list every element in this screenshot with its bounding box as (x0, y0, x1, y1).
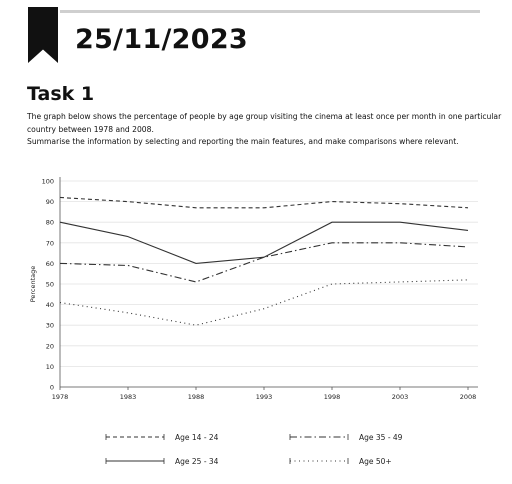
legend-label: Age 50+ (359, 457, 392, 466)
data-point (127, 312, 128, 313)
description-paragraph-2: Summarise the information by selecting and reporting the main features, and make comparisons where relevant. (27, 137, 459, 147)
data-point (331, 283, 332, 284)
data-point (263, 257, 264, 258)
y-tick-label: 60 (45, 259, 54, 268)
data-point (263, 308, 264, 309)
y-tick-label: 50 (45, 280, 54, 289)
data-point (399, 222, 400, 223)
y-tick-label: 20 (45, 342, 54, 351)
x-tick-label: 1993 (255, 393, 273, 401)
data-point (331, 222, 332, 223)
page-date: 25/11/2023 (75, 24, 249, 55)
x-tick-label: 2008 (459, 393, 477, 401)
x-tick-label: 1978 (51, 393, 69, 401)
task-title: Task 1 (27, 83, 95, 105)
data-point (127, 265, 128, 266)
y-tick-label: 70 (45, 239, 54, 248)
y-tick-label: 0 (49, 383, 54, 392)
x-tick-label: 1998 (323, 393, 341, 401)
data-point (195, 263, 196, 264)
data-point (59, 263, 60, 264)
x-tick-label: 2003 (391, 393, 409, 401)
series-line-1 (60, 197, 468, 207)
y-tick-label: 80 (45, 218, 54, 227)
x-tick-label: 1988 (187, 393, 205, 401)
data-point (467, 279, 468, 280)
data-point (127, 201, 128, 202)
data-point (331, 201, 332, 202)
y-tick-label: 100 (41, 177, 54, 186)
data-point (467, 207, 468, 208)
data-point (59, 197, 60, 198)
data-point (467, 230, 468, 231)
data-point (195, 207, 196, 208)
y-tick-label: 90 (45, 198, 54, 207)
x-tick-label: 1983 (119, 393, 137, 401)
data-point (195, 281, 196, 282)
data-point (59, 222, 60, 223)
data-point (59, 302, 60, 303)
data-point (263, 207, 264, 208)
data-point (467, 246, 468, 247)
data-point (399, 281, 400, 282)
data-point (399, 242, 400, 243)
series-line-4 (60, 280, 468, 325)
series-line-3 (60, 243, 468, 282)
legend-label: Age 14 - 24 (175, 433, 219, 442)
data-point (195, 325, 196, 326)
legend-label: Age 35 - 49 (359, 433, 403, 442)
data-point (399, 203, 400, 204)
legend-label: Age 25 - 34 (175, 457, 219, 466)
y-tick-label: 40 (45, 301, 54, 310)
description-paragraph-1: The graph below shows the percentage of people by age group visiting the cinema at least once per month in one particular country between 1978 and 2008. (27, 112, 502, 134)
data-point (331, 242, 332, 243)
y-tick-label: 30 (45, 321, 54, 330)
data-point (127, 236, 128, 237)
y-tick-label: 10 (45, 362, 54, 371)
y-axis-label: Percentage (29, 265, 37, 303)
